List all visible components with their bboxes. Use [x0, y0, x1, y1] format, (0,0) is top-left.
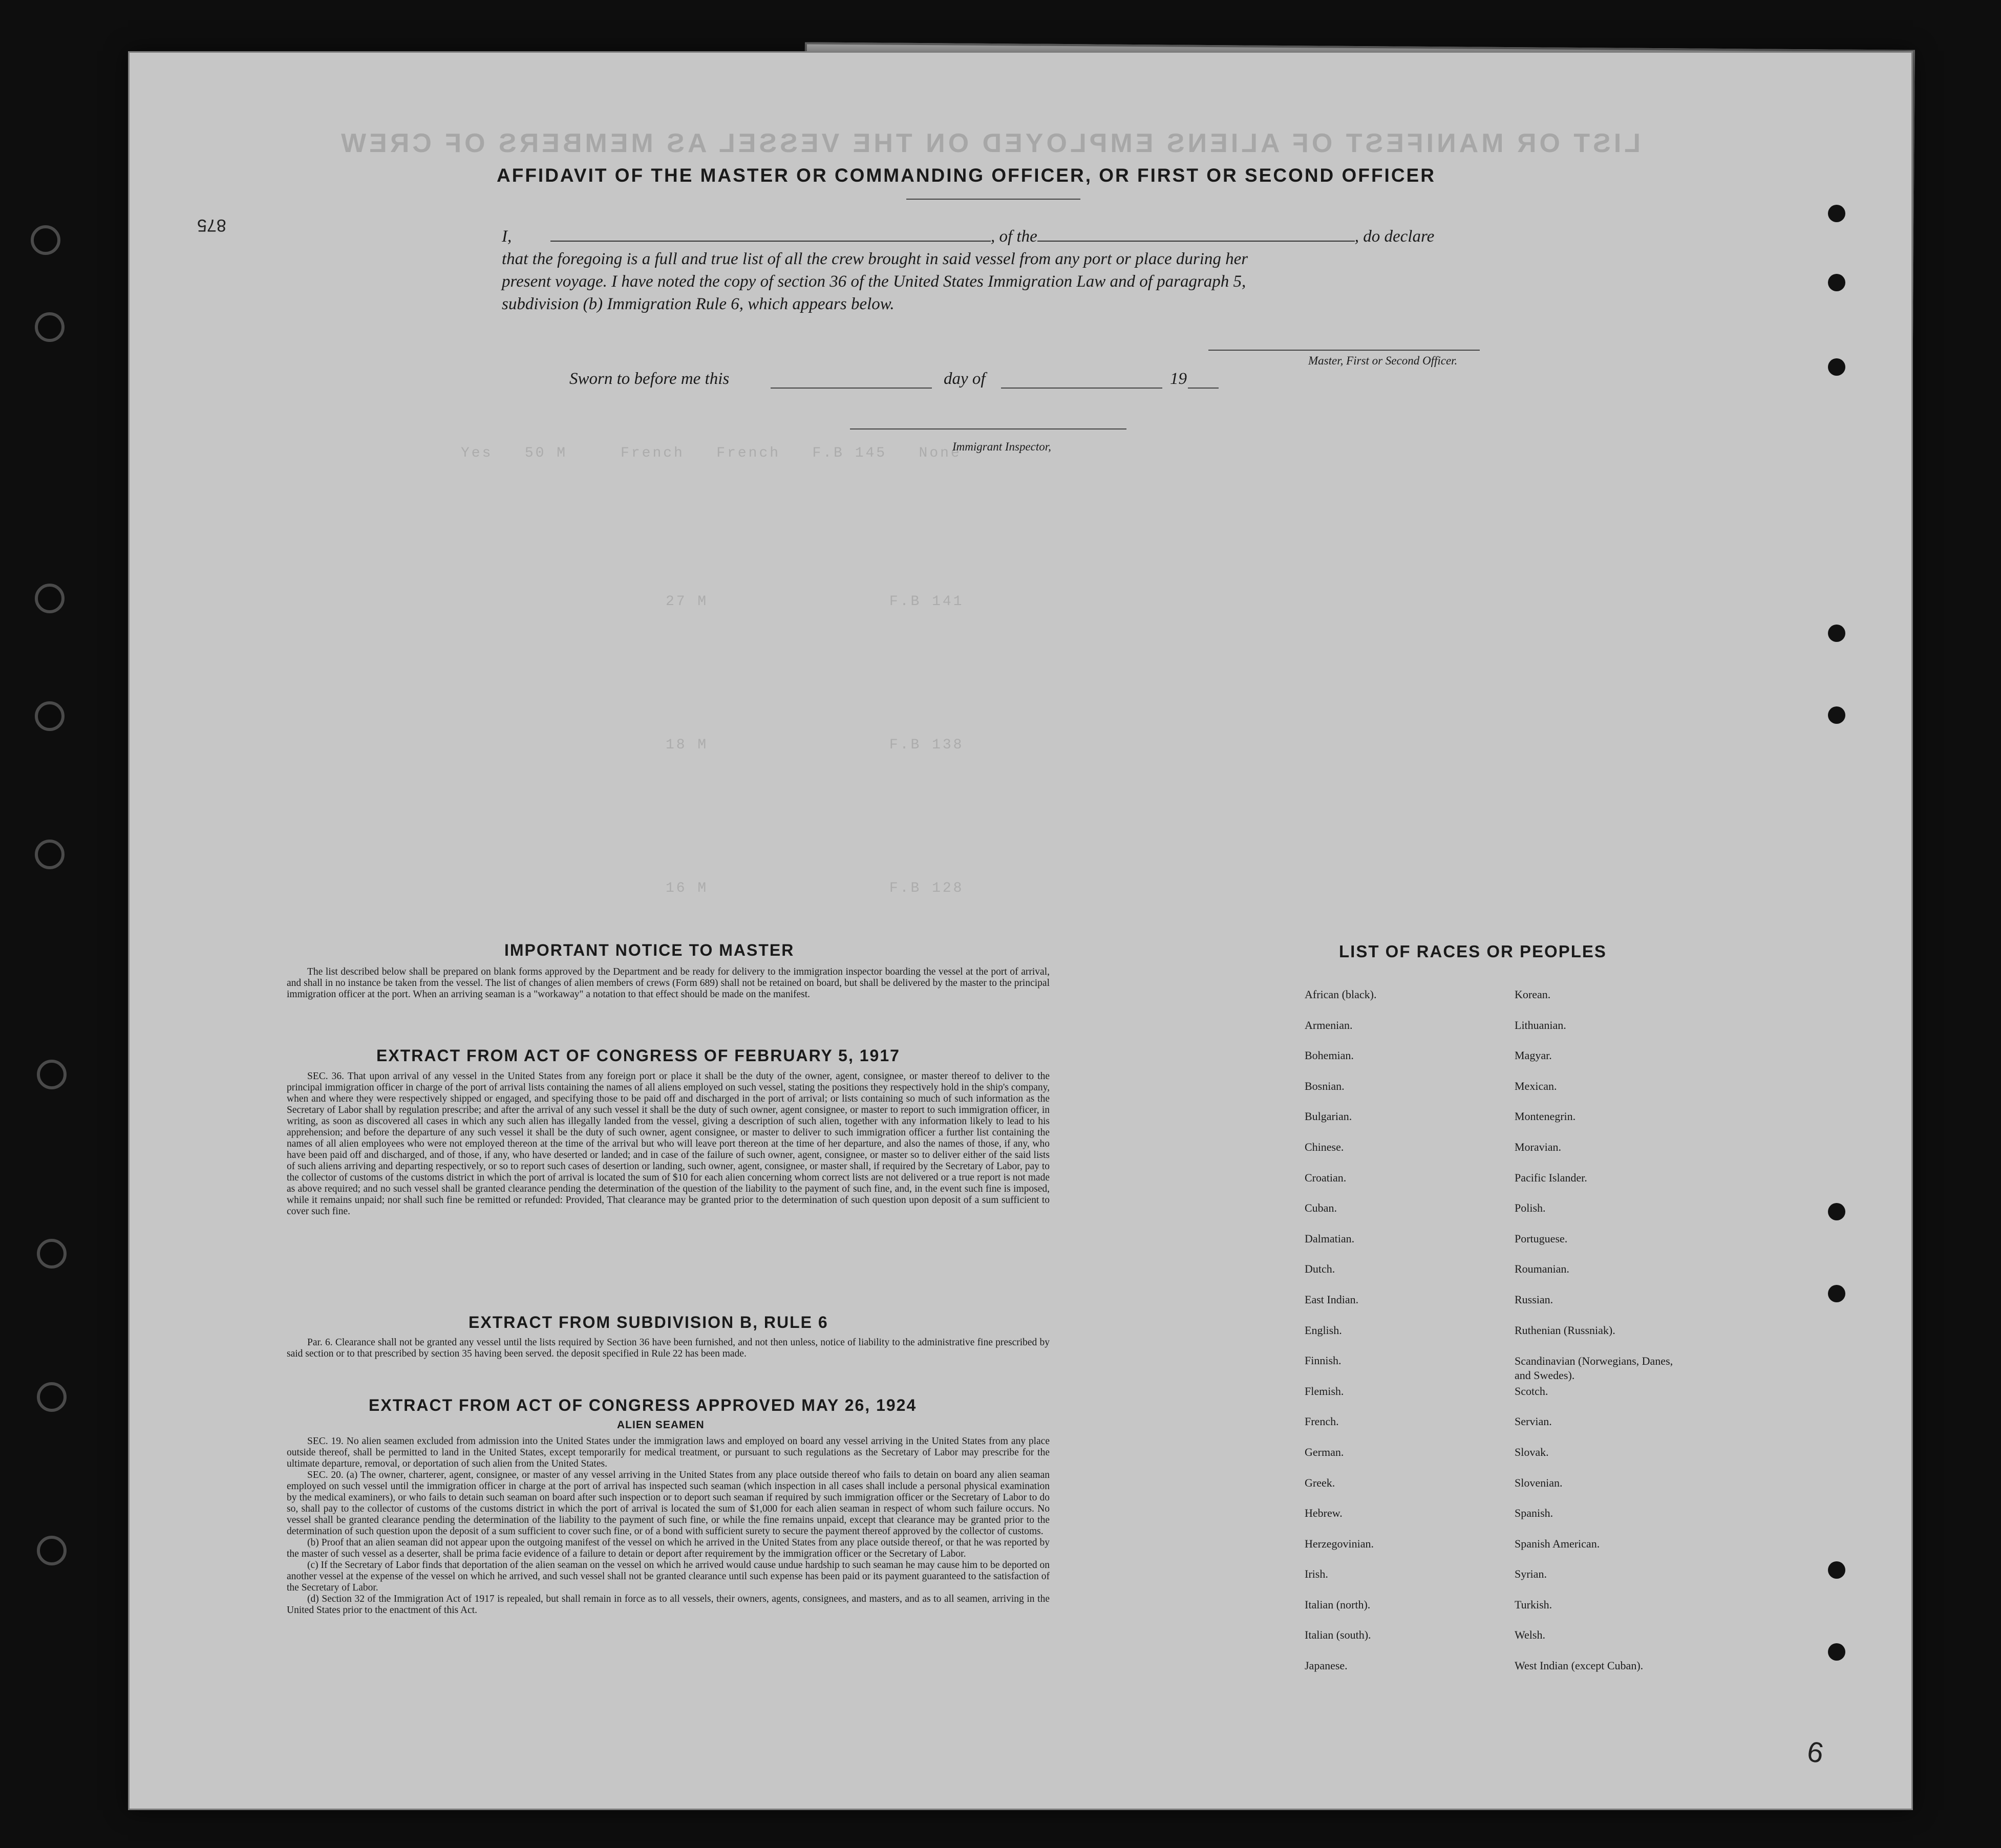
section-20c-text: (c) If the Secretary of Labor finds that deportation of the alien seaman on the vessel on which he arrived would cause undue hardship to such seaman he may cause him to be deported on another vessel at the expense of the vessel on which he arrived, and such vessel shall not be granted clearance until such expense has been paid or its payment guaranteed to the satisfaction of the Secretary of Labor. — [287, 1560, 1050, 1593]
race-item: Italian (south). — [1305, 1628, 1371, 1642]
race-item: Bohemian. — [1305, 1049, 1354, 1062]
race-item: Dalmatian. — [1305, 1232, 1355, 1245]
bleed-through-row: 18 M F.B 138 — [666, 737, 964, 753]
race-item: Bosnian. — [1305, 1079, 1345, 1092]
binder-hole — [31, 225, 60, 255]
race-item: Portuguese. — [1515, 1232, 1568, 1245]
margin-note: 875 — [197, 216, 226, 235]
binder-hole — [37, 1239, 67, 1269]
race-item: German. — [1305, 1445, 1344, 1458]
binder-hole — [35, 701, 65, 731]
notice-body — [287, 966, 1050, 1000]
race-item: Mexican. — [1515, 1079, 1557, 1092]
vessel-blank[interactable] — [1037, 226, 1355, 242]
binder-hole — [35, 840, 65, 869]
binder-hole — [35, 312, 65, 342]
race-item: Moravian. — [1515, 1140, 1562, 1153]
sworn-year-blank[interactable] — [1188, 388, 1219, 389]
bleed-through-row: Yes 50 M French French F.B 145 None — [461, 445, 962, 461]
sworn-day-blank[interactable] — [771, 388, 932, 389]
extract-1924-body — [287, 1436, 1050, 1616]
binder-hole — [37, 1536, 67, 1565]
punch-mark — [1828, 1203, 1845, 1220]
section-20b-text: (b) Proof that an alien seaman did not appear upon the outgoing manifest of the vessel on which he arrived in the United States from any place outside thereof, or that he was reported by the master of such vessel as a deserter, shall be prima facie evidence of a failure to detain or deport after requirement by the immigration officer or the Secretary of Labor. — [287, 1537, 1050, 1559]
day-of-label: day of — [944, 370, 986, 388]
name-blank[interactable] — [550, 226, 991, 242]
bleed-through-row: 27 M F.B 141 — [666, 594, 964, 610]
bleed-through-heading: LIST OR MANIFEST OF ALIENS EMPLOYED ON THE VESSEL AS MEMBERS OF CREW — [338, 128, 1641, 158]
master-signature-line[interactable] — [1208, 350, 1480, 351]
master-signature-label: Master, First or Second Officer. — [1308, 354, 1458, 367]
race-item: Russian. — [1515, 1293, 1553, 1306]
races-left-column — [1305, 988, 1376, 1690]
race-item: Slovenian. — [1515, 1476, 1563, 1489]
extract-1924-title: EXTRACT FROM ACT OF CONGRESS APPROVED MAY 26, 1924 — [369, 1396, 917, 1414]
race-item: Welsh. — [1515, 1628, 1545, 1642]
punch-mark — [1828, 706, 1845, 724]
race-item: Irish. — [1305, 1567, 1328, 1581]
race-item: Pacific Islander. — [1515, 1171, 1587, 1184]
race-item: Cuban. — [1305, 1201, 1337, 1215]
affidavit-title: AFFIDAVIT OF THE MASTER OR COMMANDING OFFICER, OR FIRST OR SECOND OFFICER — [497, 165, 1436, 186]
race-item: Syrian. — [1515, 1567, 1547, 1581]
affidavit-declaration — [502, 225, 1485, 315]
races-right-column — [1515, 988, 1684, 1690]
race-item: Spanish American. — [1515, 1537, 1600, 1550]
punch-mark — [1828, 1285, 1845, 1302]
race-item: Italian (north). — [1305, 1598, 1371, 1611]
section-19-text: SEC. 19. No alien seamen excluded from admission into the United States under the immigration laws and employed on board any vessel arriving in the United States from any place outside thereof, shall be permitted to land in the United States, except temporarily for medical treatment, or pursuant to such regulations as the Secretary of Labor may prescribe for the ultimate departure, removal, or deportation of such alien from the United States. — [287, 1436, 1050, 1469]
race-item: Montenegrin. — [1515, 1110, 1576, 1123]
alien-seamen-subtitle: ALIEN SEAMEN — [617, 1419, 705, 1431]
race-item: Armenian. — [1305, 1018, 1353, 1032]
sworn-month-blank[interactable] — [1001, 388, 1162, 389]
race-item: Servian. — [1515, 1415, 1552, 1428]
punch-mark — [1828, 205, 1845, 222]
page-number: 6 — [1804, 1734, 1826, 1770]
declaration-line-3: present voyage. I have noted the copy of section 36 of the United States Immigration Law and of paragraph 5, — [502, 272, 1246, 291]
notice-text: The list described below shall be prepared on blank forms approved by the Department and be ready for delivery to the immigration inspector boarding the vessel at the port of arrival, and shall in no instance be taken from the vessel. The list of changes of alien members of crews (Form 689) shall not be retained on board, but shall be delivered by the master to the principal immigration officer at the port. When an arriving seaman is a "workaway" a notation to that effect should be made on the manifest. — [287, 966, 1050, 1000]
race-item: Greek. — [1305, 1476, 1335, 1489]
of-the-label: , of the — [991, 227, 1037, 246]
race-item: Herzegovinian. — [1305, 1537, 1374, 1550]
i-label: I, — [502, 227, 512, 246]
declaration-line-4: subdivision (b) Immigration Rule 6, which appears below. — [502, 295, 895, 313]
race-item: Turkish. — [1515, 1598, 1552, 1611]
race-item: Dutch. — [1305, 1262, 1335, 1276]
race-item: Roumanian. — [1515, 1262, 1569, 1276]
race-item: Japanese. — [1305, 1659, 1348, 1672]
race-item: Bulgarian. — [1305, 1110, 1352, 1123]
bleed-through-row: 16 M F.B 128 — [666, 880, 964, 896]
inspector-signature-line[interactable] — [850, 428, 1126, 429]
race-item: Slovak. — [1515, 1445, 1549, 1458]
sworn-label: Sworn to before me this — [569, 370, 730, 388]
race-item: Scotch. — [1515, 1384, 1548, 1398]
race-item: Ruthenian (Russniak). — [1515, 1323, 1615, 1337]
punch-mark — [1828, 1561, 1845, 1579]
extract-1917-body — [287, 1071, 1050, 1217]
year-label: 19 — [1170, 370, 1187, 388]
race-item: African (black). — [1305, 988, 1377, 1001]
race-item: West Indian (except Cuban). — [1515, 1659, 1644, 1672]
section-20a-text: SEC. 20. (a) The owner, charterer, agent, consignee, or master of any vessel arriving in the United States from any place outside thereof who fails to detain on board any alien seaman employed on such vessel until the immigration officer in charge at the port of arrival has inspected such seaman (which inspection in all cases shall include a personal physical examination by the medical examiners), or who fails to detain such seaman on board after such inspection or to deport such seaman if required by such immigration officer or the Secretary of Labor to do so, shall pay to the collector of customs of the customs district in which the port of arrival is located the sum of $1,000 for each alien seaman in respect of whom such failure occurs. No vessel shall be granted clearance pending the determination of the liability to the payment of such fine, or while the fine remains unpaid, except that clearance may be granted prior to the determination of such question upon the deposit of a sum sufficient to cover such fine, or of a bond with sufficient surety to secure the payment thereof approved by the collector of customs. — [287, 1470, 1050, 1537]
race-item: Flemish. — [1305, 1384, 1344, 1398]
title-underline — [906, 199, 1080, 200]
race-item: Scandinavian (Norwegians, Danes, and Swedes). — [1515, 1355, 1673, 1382]
race-item: Chinese. — [1305, 1140, 1344, 1153]
race-item: Magyar. — [1515, 1049, 1552, 1062]
binder-hole — [35, 584, 65, 613]
binder-hole — [37, 1060, 67, 1089]
race-item: Croatian. — [1305, 1171, 1347, 1184]
punch-mark — [1828, 358, 1845, 376]
race-item: Hebrew. — [1305, 1507, 1343, 1520]
race-item: East Indian. — [1305, 1293, 1359, 1306]
race-item: Spanish. — [1515, 1507, 1553, 1520]
rule-6-title: EXTRACT FROM SUBDIVISION B, RULE 6 — [469, 1313, 828, 1331]
race-item: French. — [1305, 1415, 1339, 1428]
punch-mark — [1828, 1643, 1845, 1661]
rule-6-text: Par. 6. Clearance shall not be granted any vessel until the lists required by Section 36 have been furnished, and not then unless, notice of liability to the administrative fine prescribed by said section or to that prescribed by section 35 having been served. the deposit specified in Rule 22 has been made. — [287, 1337, 1050, 1359]
declaration-line-2: that the foregoing is a full and true list of all the crew brought in said vessel from any port or place during her — [502, 250, 1248, 268]
inspector-label: Immigrant Inspector, — [952, 440, 1051, 453]
punch-mark — [1828, 625, 1845, 642]
race-item: Lithuanian. — [1515, 1018, 1566, 1032]
section-36-text: SEC. 36. That upon arrival of any vessel in the United States from any foreign port or place it shall be the duty of the owner, agent, consignee, or master thereof to deliver to the principal immigration officer in charge of the port of arrival lists containing the names of all aliens employed on such vessel, stating the positions they respectively hold in the ship's company, when and where they were respectively shipped or engaged, and specifying those to be paid off and discharged in the port of arrival; or lists containing so much of such information as the Secretary of Labor shall by regulation prescribe; and after the arrival of any such vessel it shall be the duty of such owner, agent consignee, or master to report to such immigration officer, in writing, as soon as discovered all cases in which any such alien has illegally landed from the vessel, giving a description of such alien, together with any information likely to lead to his apprehension; and before the departure of any such vessel it shall be the duty of such owner, agent consignee, or master to deliver to such immigration officer a further list containing the names of all alien employees who were not employed thereon at the time of the arrival but who will leave port thereon at the time of her departure, and also the names of those, if any, who have been paid off and discharged, and of those, if any, who have deserted or landed; and in case of the failure of such owner, agent, consignee, or master so to deliver either of the said lists of such aliens arriving and departing respectively, or so to report such cases of desertion or landing, such owner, agent, consignee, or master shall, if required by the Secretary of Labor, pay to the collector of customs of the customs district in which the port of arrival is located the sum of $10 for each alien concerning whom correct lists are not delivered or a true report is not made as above required; and no such vessel shall be granted clearance pending the determination of the question of the liability to the payment of such fine, and, in the event such fine is imposed, while it remains unpaid; nor shall such fine be remitted or refunded: Provided, That clearance may be granted prior to the determination of such question upon deposit of a sum sufficient to cover such fine. — [287, 1071, 1050, 1217]
race-item: Polish. — [1515, 1201, 1546, 1215]
race-item: English. — [1305, 1323, 1342, 1337]
section-20d-text: (d) Section 32 of the Immigration Act of 1917 is repealed, but shall remain in force as to all vessels, their owners, agents, consignees, and masters, and as to all seamen, arriving in the United States prior to the enactment of this Act. — [287, 1594, 1050, 1616]
extract-1917-title: EXTRACT FROM ACT OF CONGRESS OF FEBRUARY 5, 1917 — [376, 1046, 900, 1065]
rule-6-body — [287, 1337, 1050, 1360]
punch-mark — [1828, 274, 1845, 291]
race-item: Korean. — [1515, 988, 1551, 1001]
notice-title: IMPORTANT NOTICE TO MASTER — [504, 941, 795, 959]
race-item: Finnish. — [1305, 1354, 1342, 1367]
do-declare-label: , do declare — [1354, 227, 1435, 246]
binder-hole — [37, 1382, 67, 1412]
races-title: LIST OF RACES OR PEOPLES — [1339, 942, 1607, 961]
